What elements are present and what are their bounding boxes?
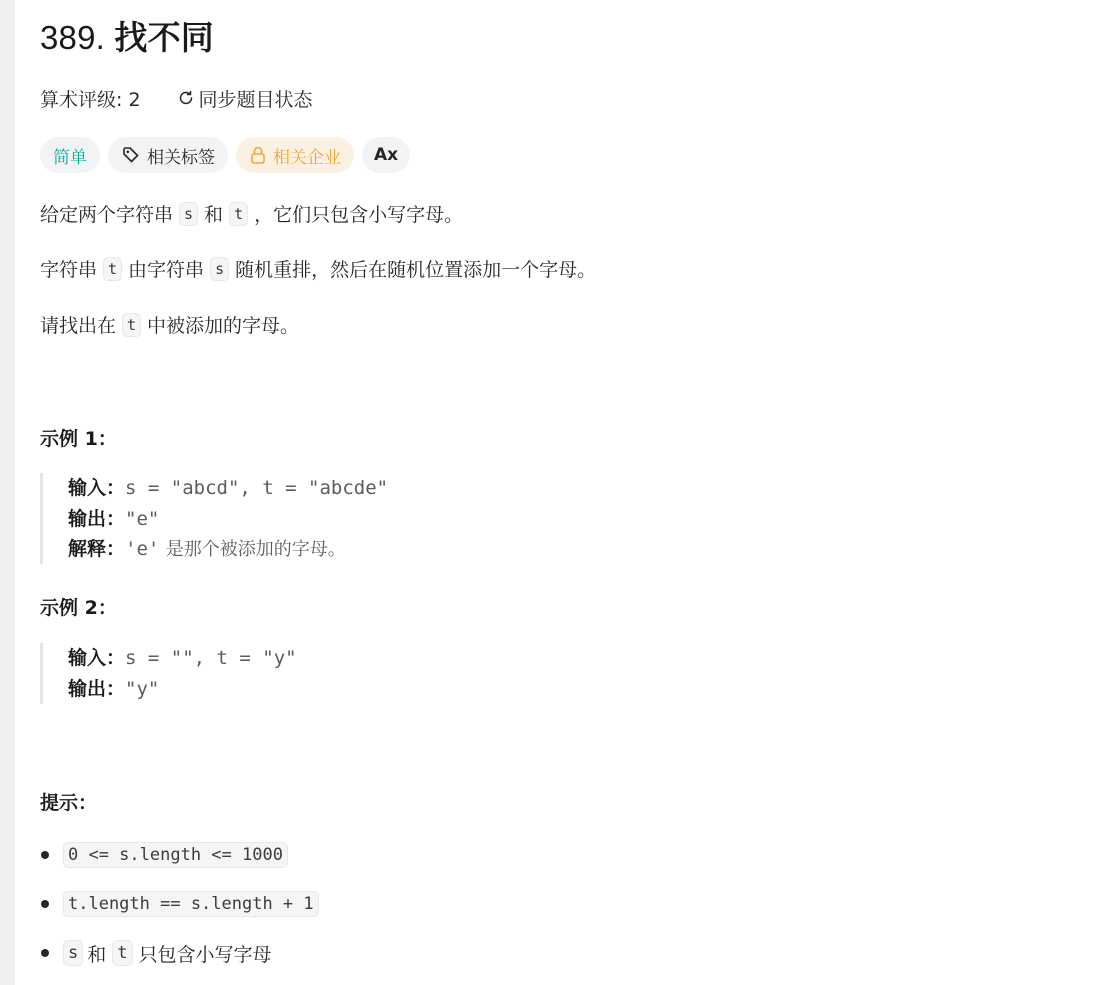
refresh-icon [177,89,195,107]
explanation-text: 是那个被添加的字母。 [165,539,346,560]
related-companies-label: 相关企业 [273,147,341,168]
sync-label: 同步题目状态 [198,88,313,111]
text: 中被添加的字母。 [147,315,300,337]
bullet [41,851,49,859]
left-rail [0,0,15,985]
example-1-input [68,473,388,504]
example-1-output [68,504,388,535]
inline-code: t.length == s.length + 1 [63,891,319,917]
meta-row [40,84,313,112]
example-2-output [68,674,297,705]
text: 只包含小写字母 [138,943,272,966]
problem-title [40,12,214,59]
explanation-code: 'e' [125,538,160,560]
inline-code: s [179,202,198,226]
related-companies-button[interactable] [236,137,354,173]
input-value: s = "", t = "y" [125,647,297,669]
translate-button[interactable] [362,137,410,173]
list-item [40,837,323,873]
related-tags-button[interactable] [108,137,228,173]
related-tags-label: 相关标签 [147,147,215,168]
inline-code: s [63,940,83,966]
tag-row [40,137,410,173]
bullet [41,949,49,957]
text: 字符串 [40,259,98,281]
example-2-block [40,643,297,704]
problem-name: 找不同 [114,19,215,56]
input-label: 输入： [68,647,126,669]
example-1-heading: 示例 1： [40,428,117,450]
list-item [40,935,323,971]
example-1-explanation [68,534,388,565]
inline-code: s [210,257,229,281]
bullet [41,900,49,908]
description-paragraph-1 [40,200,463,227]
output-value: "y" [125,677,160,700]
lock-icon [249,145,267,165]
text: 和 [204,204,224,226]
example-1-block [40,473,388,564]
text: 和 [87,943,107,966]
sync-status-button[interactable] [177,85,313,112]
description-paragraph-2 [40,255,596,282]
text: 随机重排，然后在随机位置添加一个字母。 [235,259,597,281]
inline-code: 0 <= s.length <= 1000 [63,842,288,868]
inline-code: t [229,202,248,226]
text: ，它们只包含小写字母。 [254,204,464,226]
output-label: 输出： [68,677,126,700]
inline-code: t [103,257,122,281]
example-2-heading: 示例 2： [40,597,117,619]
output-label: 输出： [68,507,126,530]
text: 请找出在 [40,315,117,337]
example-2-input [68,643,297,674]
input-value: s = "abcd", t = "abcde" [125,477,389,499]
hints-list [40,837,323,984]
input-label: 输入： [68,477,126,499]
hints-heading: 提示： [40,792,98,814]
tag-icon [121,145,141,165]
difficulty-label: 简单 [53,147,87,168]
list-item [40,886,323,922]
difficulty-badge[interactable] [40,137,100,173]
inline-code: t [122,313,141,337]
text: 由字符串 [128,259,205,281]
translate-icon: Ax [374,145,399,165]
text: 给定两个字符串 [40,204,174,226]
description-paragraph-3 [40,311,299,338]
output-value: "e" [125,507,160,530]
inline-code: t [112,940,132,966]
problem-number: 389. [40,19,106,56]
explanation-label: 解释： [68,538,126,560]
rating-label: 算术评级: 2 [40,88,141,111]
